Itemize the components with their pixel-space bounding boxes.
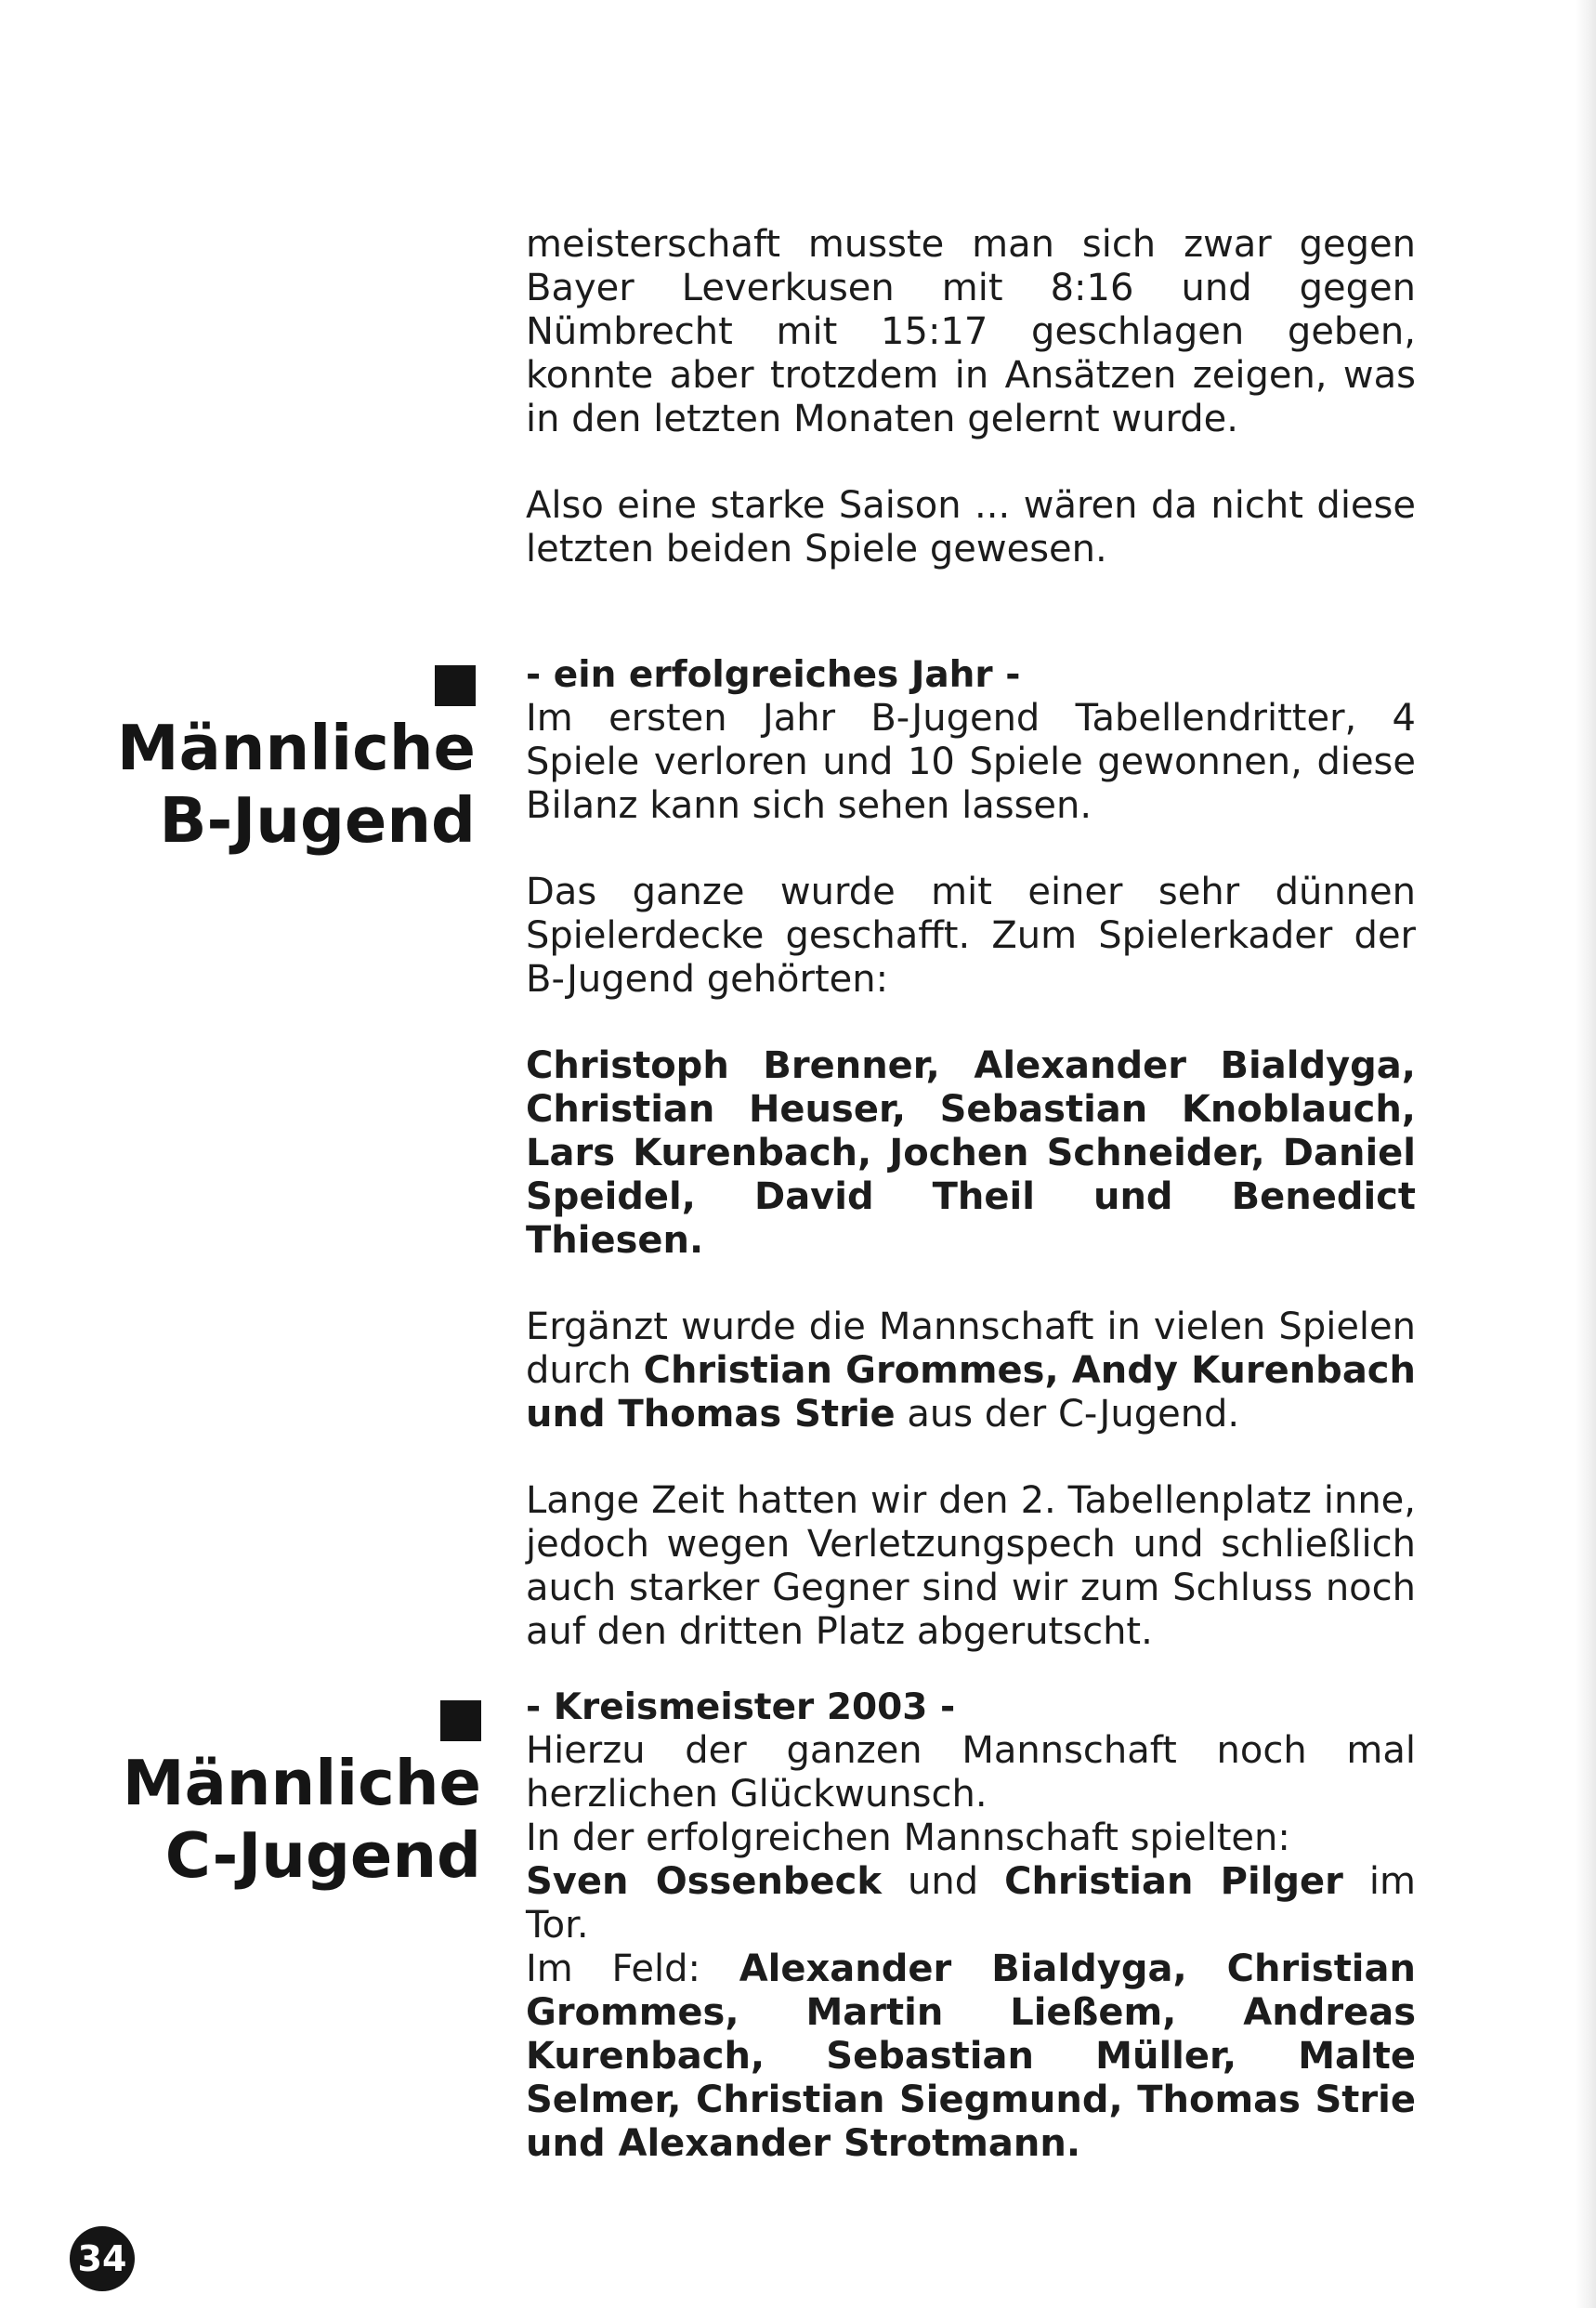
b-jugend-subtitle: - ein erfolgreiches Jahr - xyxy=(526,654,1021,696)
b-jugend-squad-intro: Das ganze wurde mit einer sehr dünnen Spielerdecke geschafft. Zum Spielerkader der B-Jugend gehörten: xyxy=(526,871,1416,1001)
reinforcements-text: Ergänzt wurde die Mannschaft in vielen Spielen durch xyxy=(526,1305,1416,1392)
continuation-paragraph: meisterschaft musste man sich zwar gegen Bayer Leverkusen mit 8:16 und gegen Nümbrecht mit 15:17 geschlagen geben, konnte aber trotzdem in Ansätzen zeigen, was in den letzten Monaten gelernt wurde. xyxy=(526,223,1416,440)
continuation-text xyxy=(526,223,1416,571)
b-jugend-summary: Im ersten Jahr B-Jugend Tabellendritter, 4 Spiele verloren und 10 Spiele gewonnen, diese Bilanz kann sich sehen lassen. xyxy=(526,697,1416,827)
goalkeeper-2: Christian Pilger xyxy=(1004,1860,1343,1903)
goalkeeper-suffix: im Tor. xyxy=(526,1860,1416,1947)
reinforcement-names: Christian Grommes, Andy Kurenbach und Thomas Strie xyxy=(526,1349,1416,1436)
c-jugend-congrats: Hierzu der ganzen Mannschaft noch mal herzlichen Glückwunsch. xyxy=(526,1729,1416,1816)
section-heading-b-jugend xyxy=(117,665,476,857)
c-jugend-goalkeepers xyxy=(526,1860,1416,1947)
goalkeeper-conjunction: und xyxy=(882,1860,1005,1903)
saison-paragraph: Also eine starke Saison ... wären da nicht diese letzten beiden Spiele gewesen. xyxy=(526,484,1416,570)
field-label: Im Feld: xyxy=(526,1947,739,1990)
reinforcements-suffix: aus der C-Jugend. xyxy=(895,1393,1240,1436)
goalkeeper-1: Sven Ossenbeck xyxy=(526,1860,882,1903)
c-jugend-team-intro: In der erfolgreichen Mannschaft spielten: xyxy=(526,1816,1290,1859)
b-jugend-season-recap: Lange Zeit hatten wir den 2. Tabellenplatz inne, jedoch wegen Verletzungspech und schließlich auch starker Gegner sind wir zum Schluss noch auf den dritten Platz abgerutscht. xyxy=(526,1479,1416,1653)
page-number-badge: 34 xyxy=(70,2226,135,2291)
c-jugend-field-players xyxy=(526,1947,1416,2166)
b-jugend-player-list: Christoph Brenner, Alexander Bialdyga, Christian Heuser, Sebastian Knoblauch, Lars Kurenbach, Jochen Schneider, Daniel Speidel, David Theil und Benedict Thiesen. xyxy=(526,1044,1416,1262)
section-heading-c-jugend xyxy=(123,1700,481,1892)
field-player-names: Alexander Bialdyga, Christian Grommes, Martin Ließem, Andreas Kurenbach, Sebastian Müller, Malte Selmer, Christian Siegmund, Thomas Strie und Alexander Strotmann. xyxy=(526,1947,1416,2165)
square-bullet-icon xyxy=(435,665,476,706)
c-jugend-subtitle: - Kreismeister 2003 - xyxy=(526,1686,956,1728)
page-edge-shadow xyxy=(1576,0,1596,2308)
heading-line-1: Männliche xyxy=(122,1747,481,1819)
heading-line-2: B-Jugend xyxy=(159,784,476,857)
square-bullet-icon xyxy=(440,1700,481,1741)
heading-line-2: C-Jugend xyxy=(164,1819,481,1892)
c-jugend-body xyxy=(526,1685,1416,2166)
b-jugend-reinforcements xyxy=(526,1305,1416,1436)
heading-line-1: Männliche xyxy=(116,712,476,784)
b-jugend-body xyxy=(526,653,1416,1654)
